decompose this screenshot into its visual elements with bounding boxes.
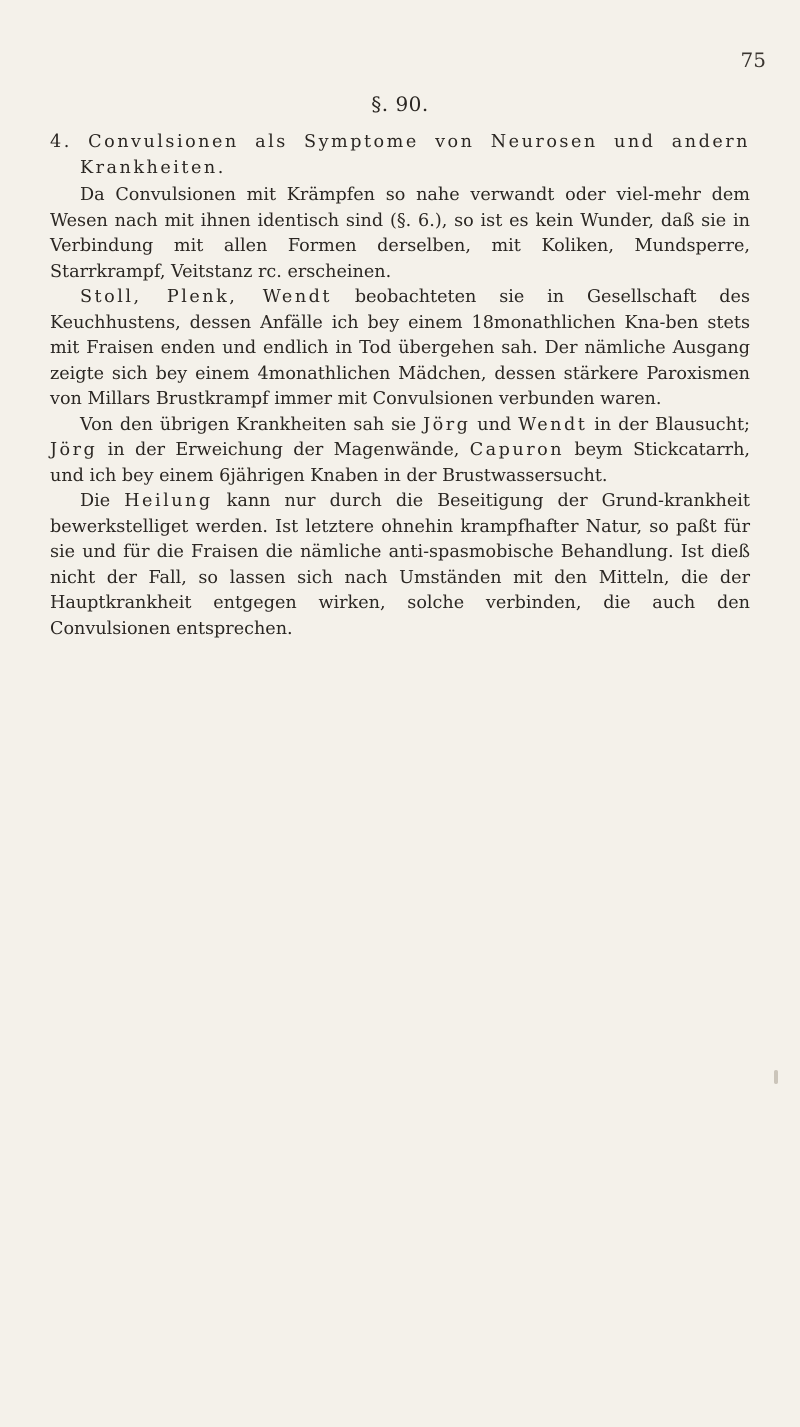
body-text bbox=[50, 130, 750, 642]
section-heading: §. 90. bbox=[371, 92, 429, 116]
author-name-wendt: Wendt bbox=[518, 414, 588, 435]
margin-mark bbox=[774, 1070, 778, 1084]
paragraph-4 bbox=[50, 489, 750, 642]
paragraph-3-join-1: und bbox=[470, 414, 519, 435]
paragraph-3-join-3: in der Erweichung der Magenwände, bbox=[97, 440, 470, 460]
author-name-capuron: Capuron bbox=[469, 440, 565, 460]
paragraph-4-lead: Die bbox=[80, 491, 125, 511]
paragraph-3-join-2: in der Blausucht; bbox=[587, 414, 750, 435]
paragraph-3 bbox=[50, 413, 750, 490]
page-number: 75 bbox=[740, 48, 766, 72]
subsection-title bbox=[50, 130, 750, 181]
author-name-joerg: Jörg bbox=[423, 414, 471, 435]
paragraph-4-text: kann nur durch die Beseitigung der Grund-krankheit bewerkstelliget werden. Ist letztere ohnehin krampfhafter Natur, so paßt für sie und für die Fraisen die nämliche anti-spasmobische Behandlung. Ist dieß nicht der Fall, so lassen sich nach Umständen mit den Mitteln, die der Hauptkrankheit entgegen wirken, solche verbinden, die auch den Convulsionen entsprechen. bbox=[50, 491, 750, 639]
author-name-joerg-2: Jörg bbox=[50, 440, 98, 460]
paragraph-2-text: beobachteten sie in Gesellschaft des Keuchhustens, dessen Anfälle ich bey einem 18monathlichen Kna-ben stets mit Fraisen enden und endlich in Tod übergehen sah. Der nämliche Ausgang zeigte sich bey einem 4monathlichen Mädchen, dessen stärkere Paroxismen von Millars Brustkrampf immer mit Convulsionen verbunden waren. bbox=[50, 287, 750, 409]
subsection-title-text: Convulsionen als Symptome von Neurosen und andern Krankheiten. bbox=[80, 132, 751, 178]
subsection-number: 4. bbox=[50, 132, 72, 152]
paragraph-2 bbox=[50, 285, 750, 413]
heilung-term: Heilung bbox=[124, 491, 213, 511]
author-names: Stoll, Plenk, Wendt bbox=[80, 287, 332, 307]
paragraph-3-tail: beym Stickcatarrh, und ich bey einem 6jährigen Knaben in der Brustwassersucht. bbox=[50, 440, 750, 486]
paragraph-1: Da Convulsionen mit Krämpfen so nahe verwandt oder viel-mehr dem Wesen nach mit ihnen identisch sind (§. 6.), so ist es kein Wunder, daß sie in Verbindung mit allen Formen derselben, mit Koliken, Mundsperre, Starrkrampf, Veitstanz rc. erscheinen. bbox=[50, 185, 750, 282]
paragraph-3-lead: Von den übrigen Krankheiten sah sie bbox=[80, 414, 424, 435]
